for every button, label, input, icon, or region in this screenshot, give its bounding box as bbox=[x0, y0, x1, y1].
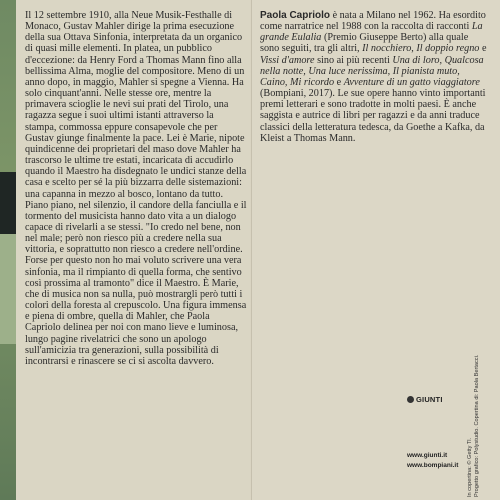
giunti-url: www.giunti.it bbox=[407, 452, 448, 459]
bio-sep-1: , bbox=[411, 43, 417, 55]
giunti-logo-icon bbox=[407, 396, 414, 403]
bio-part-1: è nata a Milano nel 1962. Ha esordito come narratrice nel 1988 con la raccolta di racconti bbox=[260, 10, 486, 33]
publisher-logo-text: GIUNTI bbox=[416, 395, 443, 404]
book-title-4: Vissi d'amore bbox=[260, 54, 315, 66]
right-flap bbox=[251, 0, 500, 500]
blurb-text: Il 12 settembre 1910, alla Neue Musik-Festhalle di Monaco, Gustav Mahler dirige la prima esecuzione della sua Ottava Sinfonia, interpretata da un organico di quasi mille elementi. In platea, un pubblico d'eccezione: da Henry Ford a Thomas Mann fino alla bellissima Alma, moglie del compositore. Meno di un anno dopo, in maggio, Mahler si spegne a Vienna. Ha solo cinquant'anni. Nelle stesse ore, mentre la primavera scioglie le nevi sui prati del Tirolo, una ragazza segue i suoi ultimi istanti attraverso la stampa, commossa eppure consapevole che per Gustav giunge finalmente la pace. Lei è Marie, nipote quindicenne dei proprietari del maso dove Mahler ha trascorso le ultime tre estati, incaricata di accudirlo quando il Maestro ha disdegnato le undici stanze della casa e scelto per sé la più bizzarra delle sistemazioni: una capanna in mezzo al bosco, lontano da tutto. Piano piano, nel silenzio, il candore della fanciulla e il tormento del musicista hanno dato vita a un dialogo capace di rivelarli a se stessi. "Io credo nel bene, non nel male; però non riesco più a credere nella sua vittoria, e soprattutto non riesco a credere nell'ordine. Forse per questo non ho mai voluto scrivere una vera sinfonia, ma il rimpianto di quella forma, che sentivo così prossima al tramonto" dice il Maestro. È Marie, che di musica non sa nulla, può mostrargli però tutti i colori della foresta al crepuscolo. Una figura immensa e piena di ombre, quella di Mahler, che Paola Capriolo delinea per noi con mano lieve e luminosa, lungo pagine rivelatrici che sono un apologo sull'amicizia tra generazioni, sulla possibilità di incontrarsi e rinascere se ci si ascolta davvero. bbox=[25, 10, 247, 367]
bio-part-3: sino ai più recenti bbox=[314, 54, 393, 66]
book-title-1: La grande Eulalia bbox=[260, 21, 483, 44]
bio-sep-3: e bbox=[334, 76, 344, 88]
cover-edge-dark-band bbox=[0, 172, 16, 234]
cover-credit-line-1: In copertina: © Getty Tl. bbox=[467, 437, 473, 497]
cover-edge-light-band bbox=[0, 234, 16, 344]
cover-credits bbox=[467, 354, 481, 497]
book-title-6: Avventure di un gatto viaggiatore bbox=[343, 76, 480, 88]
publisher-logo bbox=[407, 395, 443, 404]
author-bio bbox=[260, 10, 488, 144]
book-titles-5: Una di loro, Qualcosa nella notte, Una luce nerissima, Il pianista muto, Caino, Mi ricordo bbox=[260, 54, 484, 88]
bio-part-4: (Bompiani, 2017). Le sue opere hanno vinto importanti premi letterari e sono tradotte in molti paesi. È anche saggista e autrice di libri per ragazzi e da anni traduce classici della letteratura tedesca, da Goethe a Kafka, da Kleist a Thomas Mann. bbox=[260, 88, 486, 144]
cover-credit-line-2: Progetto grafico: Polystudio. Copertina di: Paola Bertacci. bbox=[474, 354, 480, 497]
bompiani-url: www.bompiani.it bbox=[407, 462, 459, 469]
book-title-2: Il nocchiero bbox=[362, 43, 412, 55]
bio-part-2: (Premio Giuseppe Berto) alla quale sono seguiti, tra gli altri, bbox=[260, 32, 469, 55]
bio-sep-2: e bbox=[479, 43, 487, 55]
author-name: Paola Capriolo bbox=[260, 10, 331, 21]
book-title-3: Il doppio regno bbox=[416, 43, 480, 55]
